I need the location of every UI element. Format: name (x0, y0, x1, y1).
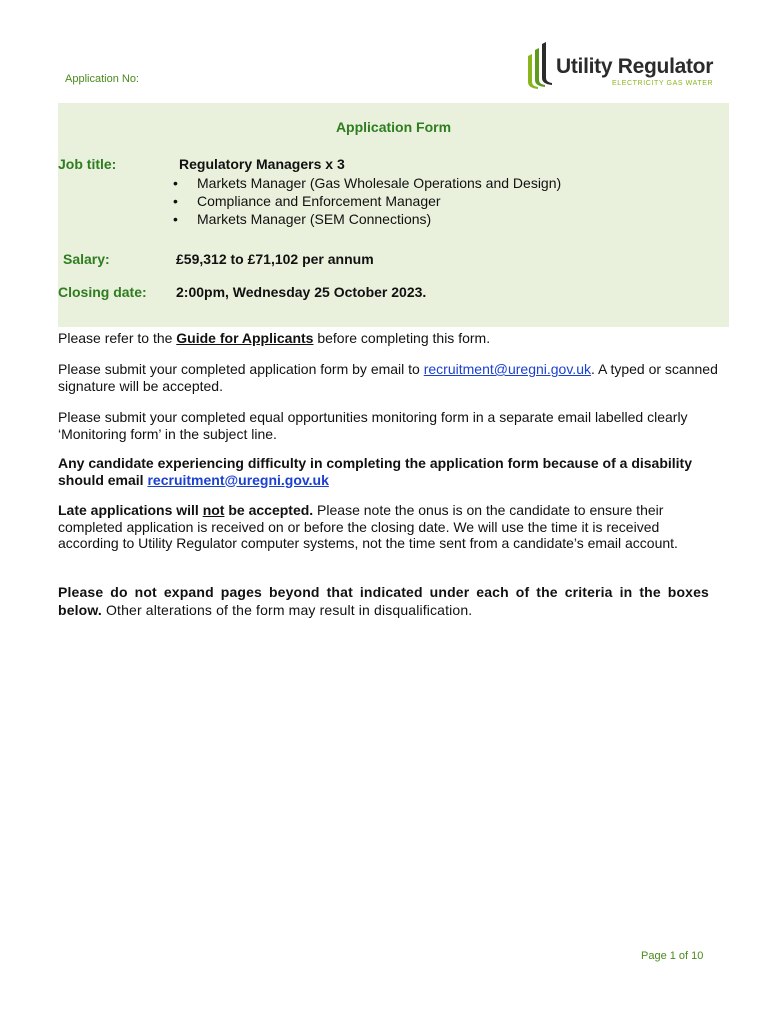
form-title: Application Form (335, 119, 452, 135)
closing-date-label: Closing date: (58, 284, 147, 300)
salary-label: Salary: (63, 251, 110, 267)
list-item: • Markets Manager (SEM Connections) (171, 210, 561, 228)
utility-regulator-logo (526, 42, 726, 90)
logo-tagline: ELECTRICITY GAS WATER (612, 80, 714, 87)
page-number: Page 1 of 10 (641, 950, 704, 962)
disability-email-link[interactable]: recruitment@uregni.gov.uk (147, 471, 329, 488)
disability-paragraph: Any candidate experiencing difficulty in completing the application form because of a disability should email recruitment@uregni.gov.uk (58, 455, 693, 488)
late-applications-paragraph: Late applications will not be accepted. Please note the onus is on the candidate to ensure their completed application is received on or before the closing date. We will use the time it is received according to Utility Regulator computer systems, not the time sent from a candidate’s email account. (58, 502, 678, 551)
job-title-label: Job title: (58, 156, 117, 172)
job-title-value: Regulatory Managers x 3 (179, 156, 345, 172)
application-summary-box (58, 103, 729, 327)
logo-wordmark: Utility Regulator (556, 55, 714, 78)
application-number-label: Application No: (65, 73, 139, 85)
logo-mark-icon (526, 42, 558, 90)
recruitment-email-link[interactable]: recruitment@uregni.gov.uk (423, 361, 591, 377)
list-item: • Markets Manager (Gas Wholesale Operations and Design) (171, 174, 561, 192)
closing-date-value: 2:00pm, Wednesday 25 October 2023. (176, 284, 427, 300)
positions-list (171, 174, 561, 228)
submission-paragraph: Please submit your completed application form by email to recruitment@uregni.gov.uk. A typed or scanned signature will be accepted. (58, 361, 718, 394)
salary-value: £59,312 to £71,102 per annum (176, 251, 374, 267)
monitoring-paragraph: Please submit your completed equal opportunities monitoring form in a separate email labelled clearly ‘Monitoring form’ in the subject line. (58, 409, 688, 442)
page-limits-paragraph: Please do not expand pages beyond that indicated under each of the criteria in the boxes below. Other alterations of the form may result in disqualification. (58, 584, 709, 618)
guide-for-applicants-link[interactable]: Guide for Applicants (176, 330, 314, 346)
guide-paragraph: Please refer to the Guide for Applicants before completing this form. (58, 330, 491, 346)
list-item: • Compliance and Enforcement Manager (171, 192, 561, 210)
